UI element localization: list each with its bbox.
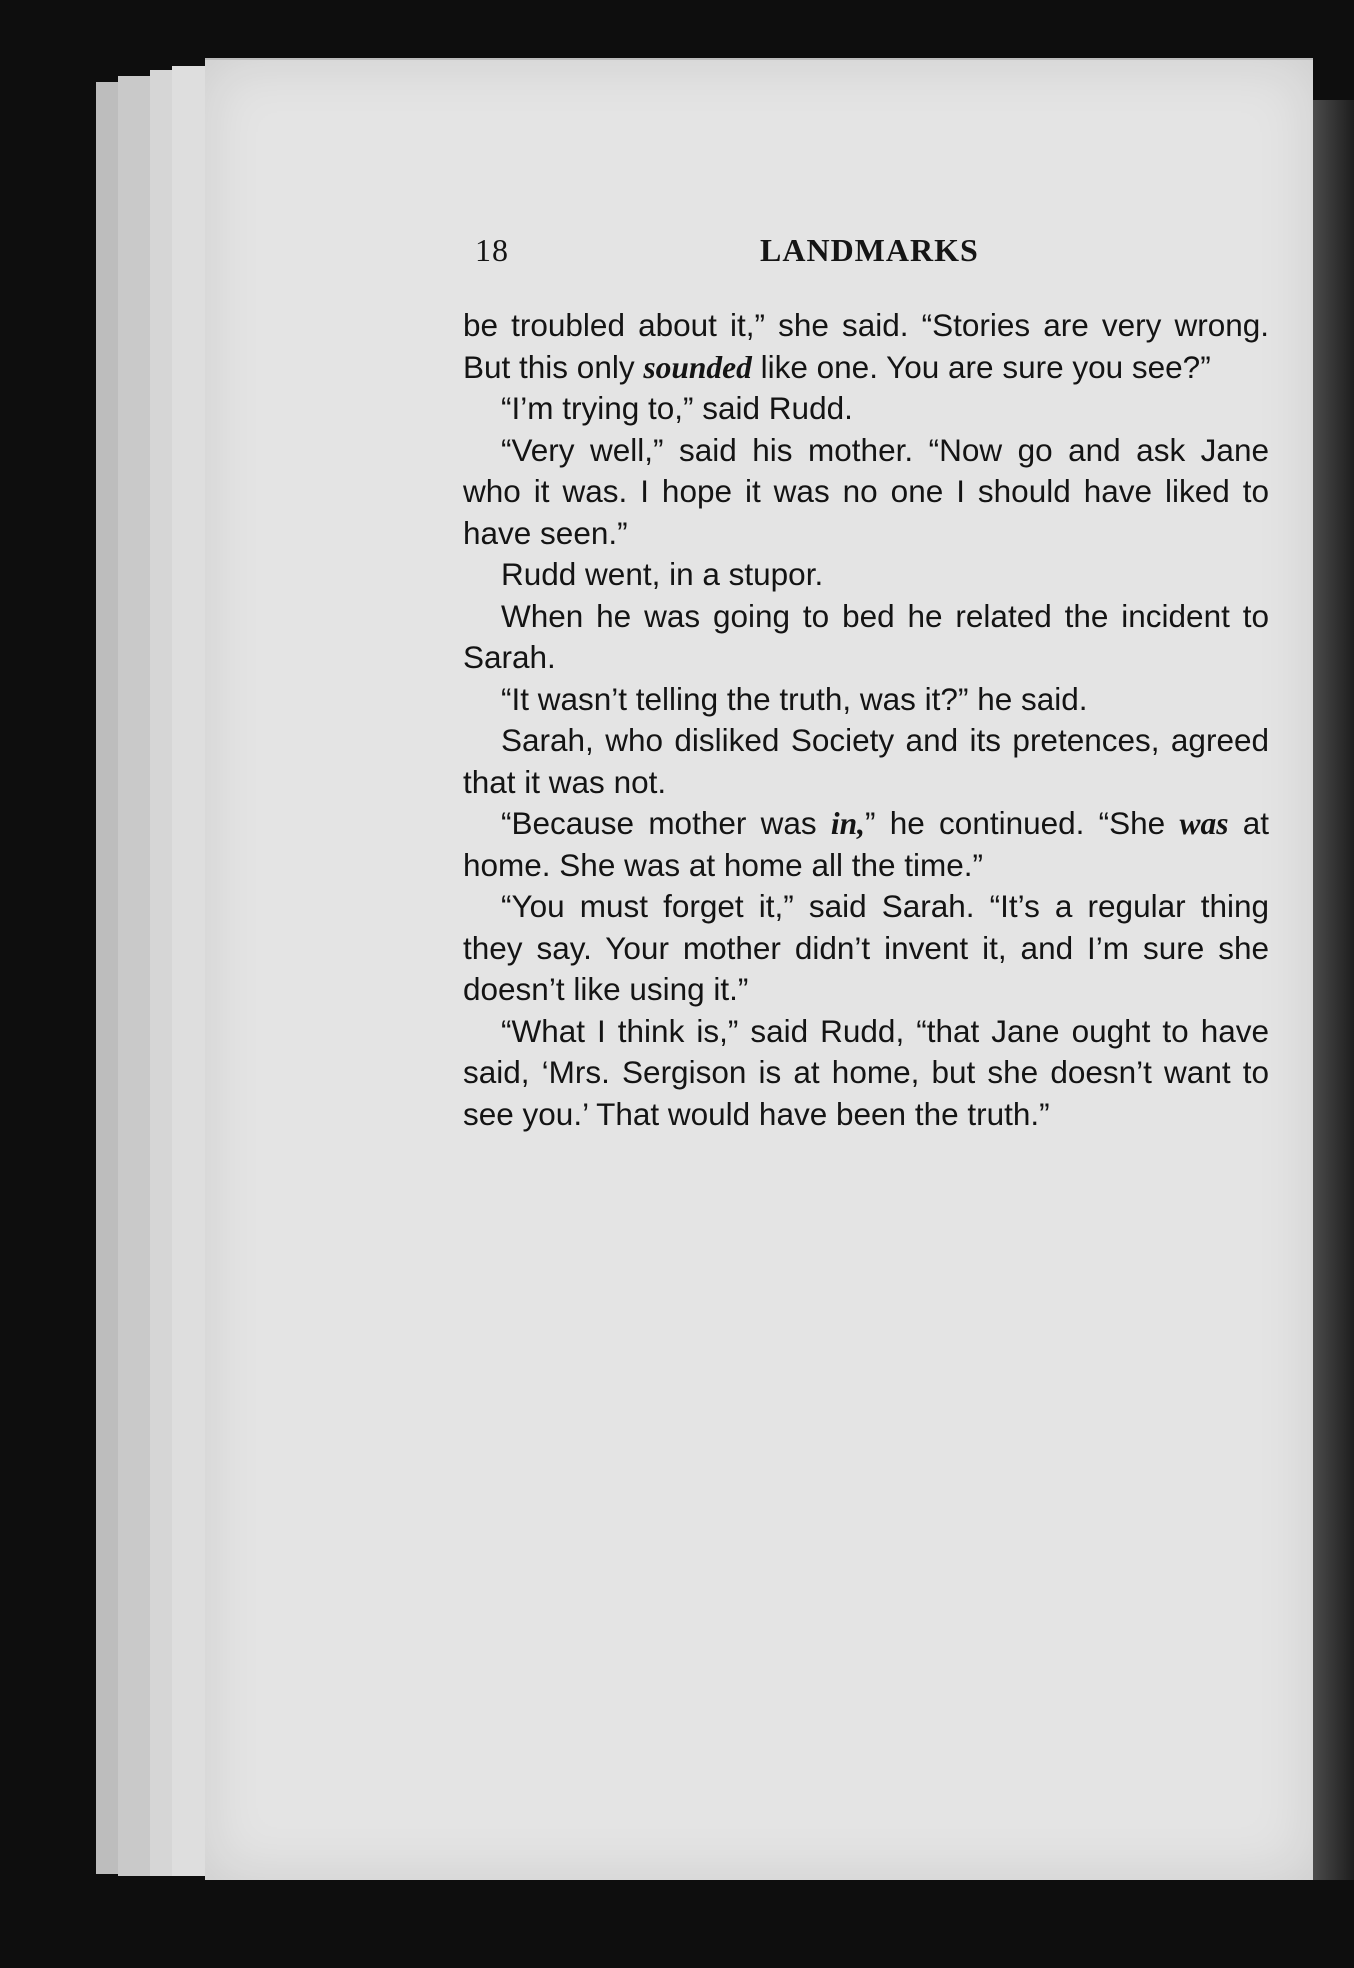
text-segment: ” he continued. “She bbox=[865, 805, 1180, 841]
italic-text: in, bbox=[830, 806, 866, 841]
page-header bbox=[475, 232, 995, 282]
italic-text: was bbox=[1179, 806, 1229, 841]
text-segment: like one. You are sure you see?” bbox=[751, 348, 1211, 385]
page-number: 18 bbox=[475, 232, 509, 268]
text-segment: “What I think is,” said Rudd, “that Jane ought to have said, ‘Mrs. Sergison is at home, but she doesn’t want to see you.’ That would have been the truth.” bbox=[463, 1012, 1269, 1132]
paragraph bbox=[463, 430, 1269, 555]
paragraph bbox=[463, 305, 1269, 388]
text-segment: “Because mother was bbox=[501, 805, 831, 841]
text-segment: “Very well,” said his mother. “Now go and ask Jane who it was. I hope it was no one I should have liked to have seen.” bbox=[463, 431, 1269, 551]
paragraph bbox=[463, 803, 1269, 886]
italic-text: sounded bbox=[643, 349, 752, 385]
paragraph bbox=[463, 596, 1269, 679]
paragraph bbox=[463, 388, 1269, 430]
text-segment: “I’m trying to,” said Rudd. bbox=[501, 390, 853, 426]
paragraph bbox=[463, 720, 1269, 803]
paragraph bbox=[463, 886, 1269, 1011]
text-segment: “It wasn’t telling the truth, was it?” he said. bbox=[501, 680, 1088, 717]
paragraph bbox=[463, 1011, 1269, 1136]
text-segment: “You must forget it,” said Sarah. “It’s a regular thing they say. Your mother didn’t invent it, and I’m sure she doesn’t like using it.” bbox=[463, 888, 1269, 1007]
paragraph bbox=[463, 679, 1269, 721]
text-segment: at home. She was at home all the time.” bbox=[463, 805, 1270, 883]
text-segment: When he was going to bed he related the incident to Sarah. bbox=[463, 597, 1269, 675]
text-segment: Rudd went, in a stupor. bbox=[501, 556, 824, 592]
running-head: LANDMARKS bbox=[760, 232, 979, 268]
paragraph bbox=[463, 554, 1269, 596]
text-segment: Sarah, who disliked Society and its pretences, agreed that it was not. bbox=[463, 722, 1269, 800]
text-segment: be troubled about it,” she said. “Stories are very wrong. But this only bbox=[463, 307, 1269, 385]
body-text bbox=[463, 305, 1269, 1135]
